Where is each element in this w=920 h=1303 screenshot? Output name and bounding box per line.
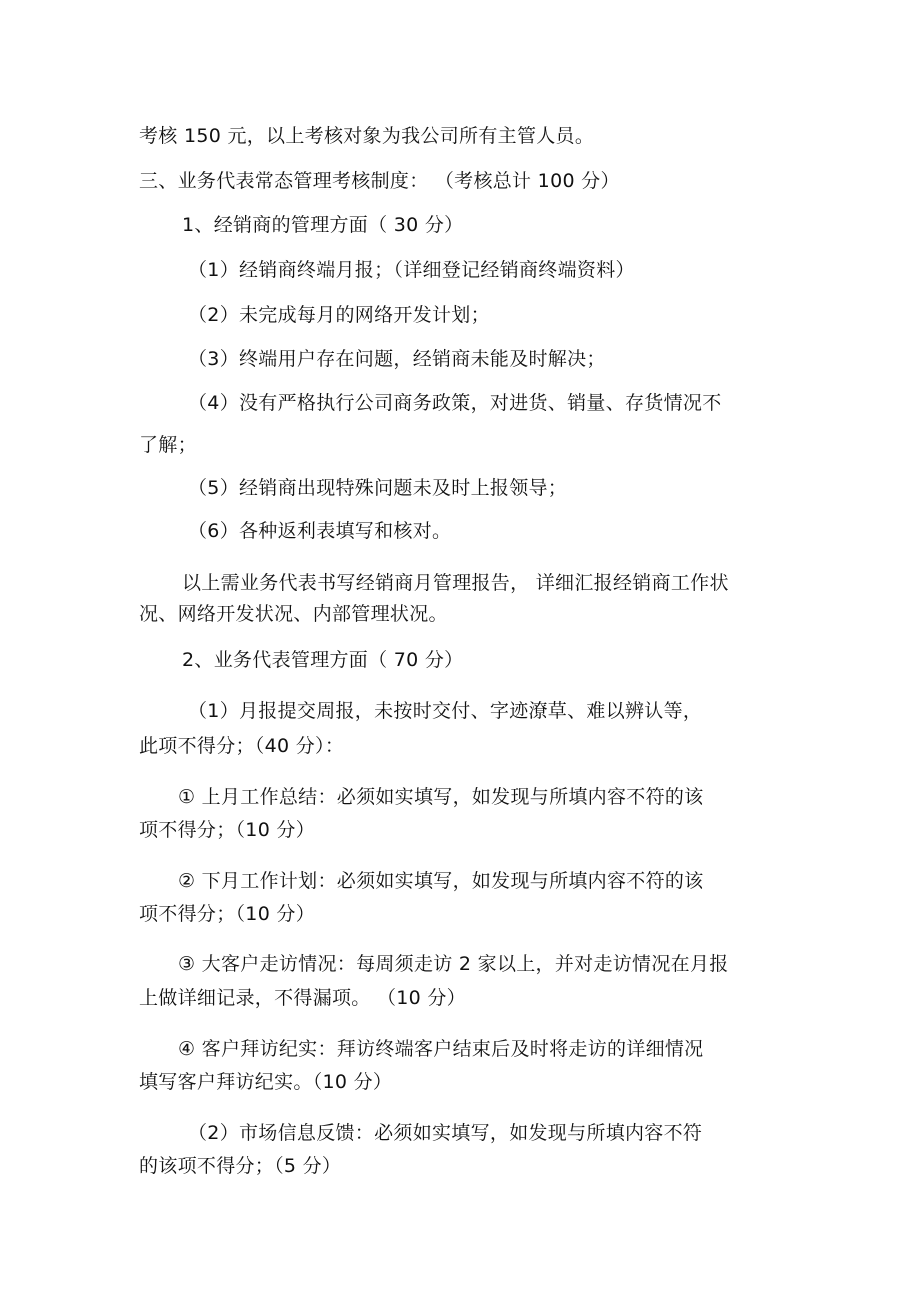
- list-item-2-1: （1）月报提交周报，未按时交付、字迹潦草、难以辨认等，: [188, 700, 703, 722]
- list-item-1-4-cont: 了解；: [139, 434, 197, 456]
- list-item-1-3: （3）终端用户存在问题，经销商未能及时解决；: [188, 348, 606, 370]
- numbered-item-1: ① 上月工作总结：必须如实填写，如发现与所填内容不符的该: [178, 786, 704, 808]
- list-item-1-5: （5）经销商出现特殊问题未及时上报领导；: [188, 477, 568, 499]
- list-item-1-2: （2）未完成每月的网络开发计划；: [188, 304, 490, 326]
- list-item-1-6: （6）各种返利表填写和核对。: [188, 520, 452, 542]
- numbered-item-3: ③ 大客户走访情况：每周须走访 2 家以上，并对走访情况在月报: [178, 953, 729, 975]
- text-line-1: 考核 150 元，以上考核对象为我公司所有主管人员。: [139, 125, 595, 147]
- subsection-heading-1: 1、经销商的管理方面（ 30 分）: [182, 214, 464, 236]
- paragraph-line-2: 况、网络开发状况、内部管理状况。: [139, 603, 448, 625]
- section-heading: 三、业务代表常态管理考核制度： （考核总计 100 分）: [139, 170, 620, 192]
- list-item-1-4: （4）没有严格执行公司商务政策，对进货、销量、存货情况不: [188, 392, 722, 414]
- numbered-item-4-cont: 填写客户拜访纪实。（10 分）: [139, 1071, 393, 1093]
- list-item-2-2: （2）市场信息反馈：必须如实填写，如发现与所填内容不符: [188, 1122, 703, 1144]
- numbered-item-2: ② 下月工作计划：必须如实填写，如发现与所填内容不符的该: [178, 870, 704, 892]
- numbered-item-3-cont: 上做详细记录，不得漏项。 （10 分）: [139, 987, 466, 1009]
- list-item-2-2-cont: 的该项不得分；（5 分）: [139, 1155, 342, 1177]
- subsection-heading-2: 2、业务代表管理方面（ 70 分）: [182, 649, 464, 671]
- numbered-item-1-cont: 项不得分；（10 分）: [139, 819, 316, 841]
- numbered-item-2-cont: 项不得分；（10 分）: [139, 903, 316, 925]
- list-item-2-1-cont: 此项不得分；（40 分）：: [139, 735, 345, 757]
- paragraph-line-1: 以上需业务代表书写经销商月管理报告， 详细汇报经销商工作状: [182, 572, 729, 594]
- numbered-item-4: ④ 客户拜访纪实：拜访终端客户结束后及时将走访的详细情况: [178, 1038, 704, 1060]
- list-item-1-1: （1）经销商终端月报；（详细登记经销商终端资料）: [188, 259, 635, 281]
